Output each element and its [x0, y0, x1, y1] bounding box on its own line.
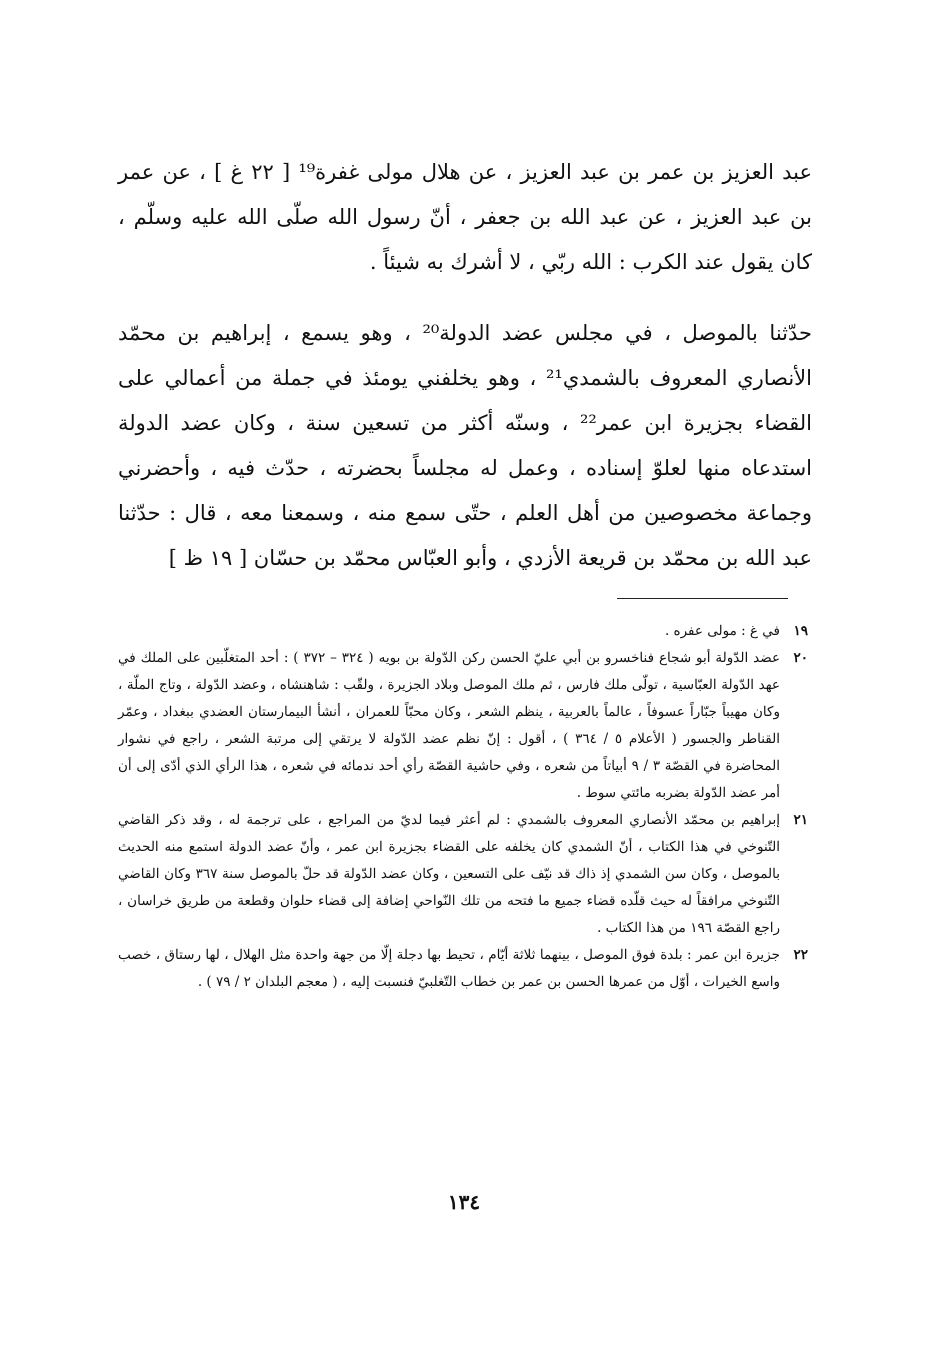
- paragraph-hadith-text: عبد العزيز بن عمر بن عبد العزيز ، عن هلال مولى غفرة¹⁹ [ ٢٢ غ ] ، عن عمر بن عبد العزيز ، عن عبد الله بن جعفر ، أنّ رسول الله صلّى الله عليه وسلّم ، كان يقول عند الكرب : الله ربّي ، لا أشرك به شيئاً .: [118, 160, 812, 274]
- paragraph-isnad-text: حدّثنا بالموصل ، في مجلس عضد الدولة²⁰ ، وهو يسمع ، إبراهيم بن محمّد الأنصاري المعروف بالشمدي²¹ ، وهو يخلفني يومئذ في جملة من أعمالي على القضاء بجزيرة ابن عمر²² ، وسنّه أكثر من تسعين سنة ، وكان عضد الدولة استدعاه منها لعلوّ إسناده ، وعمل له مجلساً بحضرته ، حدّث فيه ، وأحضرني وجماعة مخصوصين من أهل العلم ، حتّى سمع منه ، وسمعنا معه ، قال : حدّثنا عبد الله بن محمّد بن قريعة الأزدي ، وأبو العبّاس محمّد بن حسّان [ ١٩ ظ ]: [118, 321, 813, 570]
- footnote-22: [118, 942, 808, 996]
- footnote-number: ١٩: [793, 623, 808, 639]
- footnote-text: في غ : مولى عفره .: [664, 623, 780, 639]
- footnote-21: [118, 807, 808, 942]
- footnote-text: عضد الدّولة أبو شجاع فناخسرو بن أبي عليّ الحسن ركن الدّولة بن بويه ( ٣٢٤ – ٣٧٢ ) : أحد المتغلّبين على الملك في عهد الدّولة العبّاسية ، تولّى ملك فارس ، ثم ملك الموصل وبلاد الجزيرة ، ولقّب : شاهنشاه ، وعضد الدّولة ، وتاج الملّة ، وكان مهيباً جبّاراً عسوفاً ، عالماً بالعربية ، ينظم الشعر ، وكان محبّاً للعمران ، أنشأ البيمارستان العضدي ببغداد ، وعمّر القناطر والجسور ( الأعلام ٥ / ٣٦٤ ) ، أقول : إنّ نظم عضد الدّولة لا يرتقي إلى مرتبة الشعر ، راجع في نشوار المحاضرة في القصّة ٣ / ٩ أبياتاً من شعره ، وفي حاشية القصّة رأي أحد ندمائه في شعره ، هذا الرأي الذي أدّى إلى أن أمر عضد الدّولة بضربه مائتي سوط .: [118, 650, 780, 801]
- main-text: [118, 150, 812, 581]
- footnote-text: إبراهيم بن محمّد الأنصاري المعروف بالشمدي : لم أعثر فيما لديّ من المراجع ، على ترجمة له ، وقد ذكر القاضي التّنوخي في هذا الكتاب ، أنّ الشمدي كان يخلفه على القضاء بجزيرة ابن عمر ، وأنّ عضد الدولة استمع منه الحديث بالموصل ، وكان سن الشمدي إذ ذاك قد نيّف على التسعين ، وكان عضد الدّولة قد حلّ بالموصل سنة ٣٦٧ وكان القاضي التّنوخي مرافقاً له حيث قلّده قضاء جميع ما فتحه من تلك النّواحي إضافة إلى قضاء حلوان وقطعة من طريق خراسان ، راجع القصّة ١٩٦ من هذا الكتاب .: [118, 812, 781, 936]
- footnote-number: ٢١: [793, 812, 808, 828]
- page-number: ١٣٤: [447, 1190, 481, 1214]
- footnote-20: [118, 645, 808, 807]
- footnote-text: جزيرة ابن عمر : بلدة فوق الموصل ، بينهما ثلاثة أيّام ، تحيط بها دجلة إلّا من جهة واحدة مثل الهلال ، لها رستاق ، خصب واسع الخيرات ، أوّل من عمرها الحسن بن عمر بن خطاب التّغلبيّ فنسبت إليه ، ( معجم البلدان ٢ / ٧٩ ) .: [118, 947, 780, 990]
- footnote-number: ٢٠: [793, 650, 808, 666]
- footnotes: [118, 618, 808, 996]
- footnote-number: ٢٢: [793, 947, 808, 963]
- footnote-separator: [617, 598, 788, 599]
- footnote-19: [118, 618, 808, 645]
